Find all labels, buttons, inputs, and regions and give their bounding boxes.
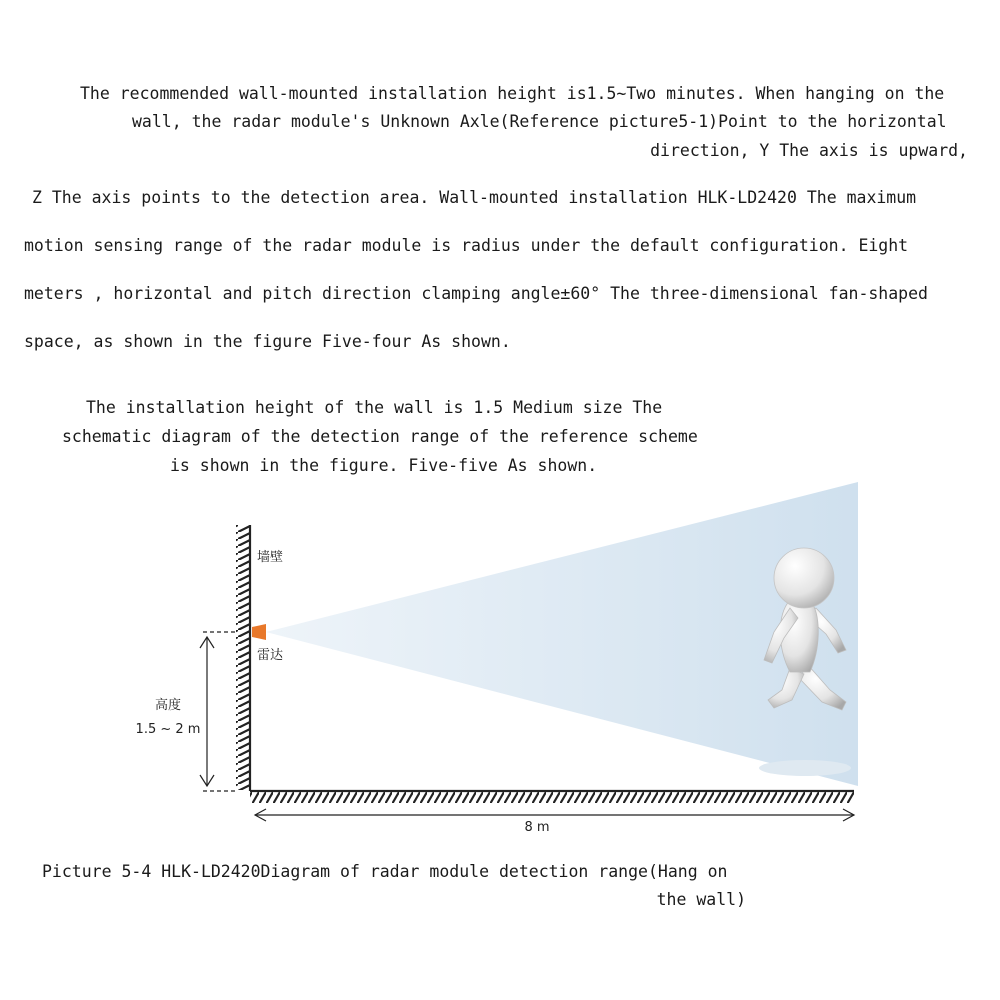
figure-caption-line-1: Picture 5-4 HLK-LD2420Diagram of radar module detection range(Hang on [42, 862, 728, 881]
floor-hatching [250, 791, 854, 803]
paragraph-1-line-2: wall, the radar module's Unknown Axle(Reference picture5-1)Point to the horizontal [132, 112, 947, 131]
wall-label: 墙壁 [257, 550, 284, 565]
paragraph-1-line-1: The recommended wall-mounted installation height is1.5~Two minutes. When hanging on the [80, 84, 945, 103]
paragraph-2-line-3: is shown in the figure. Five-five As shown. [170, 456, 598, 475]
figure-caption-line-2: the wall) [656, 890, 746, 909]
radar-label: 雷达 [257, 648, 284, 663]
wall-hatching [236, 525, 250, 790]
paragraph-1-line-3: direction, Y The axis is upward, [650, 141, 968, 160]
detection-range-figure [0, 470, 1000, 840]
height-value: 1.5 ~ 2 m [135, 722, 201, 737]
paragraph-1-line-4: Z The axis points to the detection area. Wall-mounted installation HLK-LD2420 The maximum [32, 188, 917, 207]
paragraph-1-line-6: meters , horizontal and pitch direction clamping angle±60° The three-dimensional fan-shaped [24, 284, 928, 303]
paragraph-2-line-1: The installation height of the wall is 1.5 Medium size The [86, 398, 663, 417]
distance-label: 8 m [524, 820, 550, 835]
paragraph-2-line-2: schematic diagram of the detection range of the reference scheme [62, 427, 698, 446]
radar-icon [252, 624, 266, 640]
height-label: 高度 [154, 698, 182, 713]
detection-beam [266, 482, 858, 786]
paragraph-1-line-5: motion sensing range of the radar module is radius under the default configuration. Eight [24, 236, 909, 255]
paragraph-1-line-7: space, as shown in the figure Five-four As shown. [24, 332, 511, 351]
